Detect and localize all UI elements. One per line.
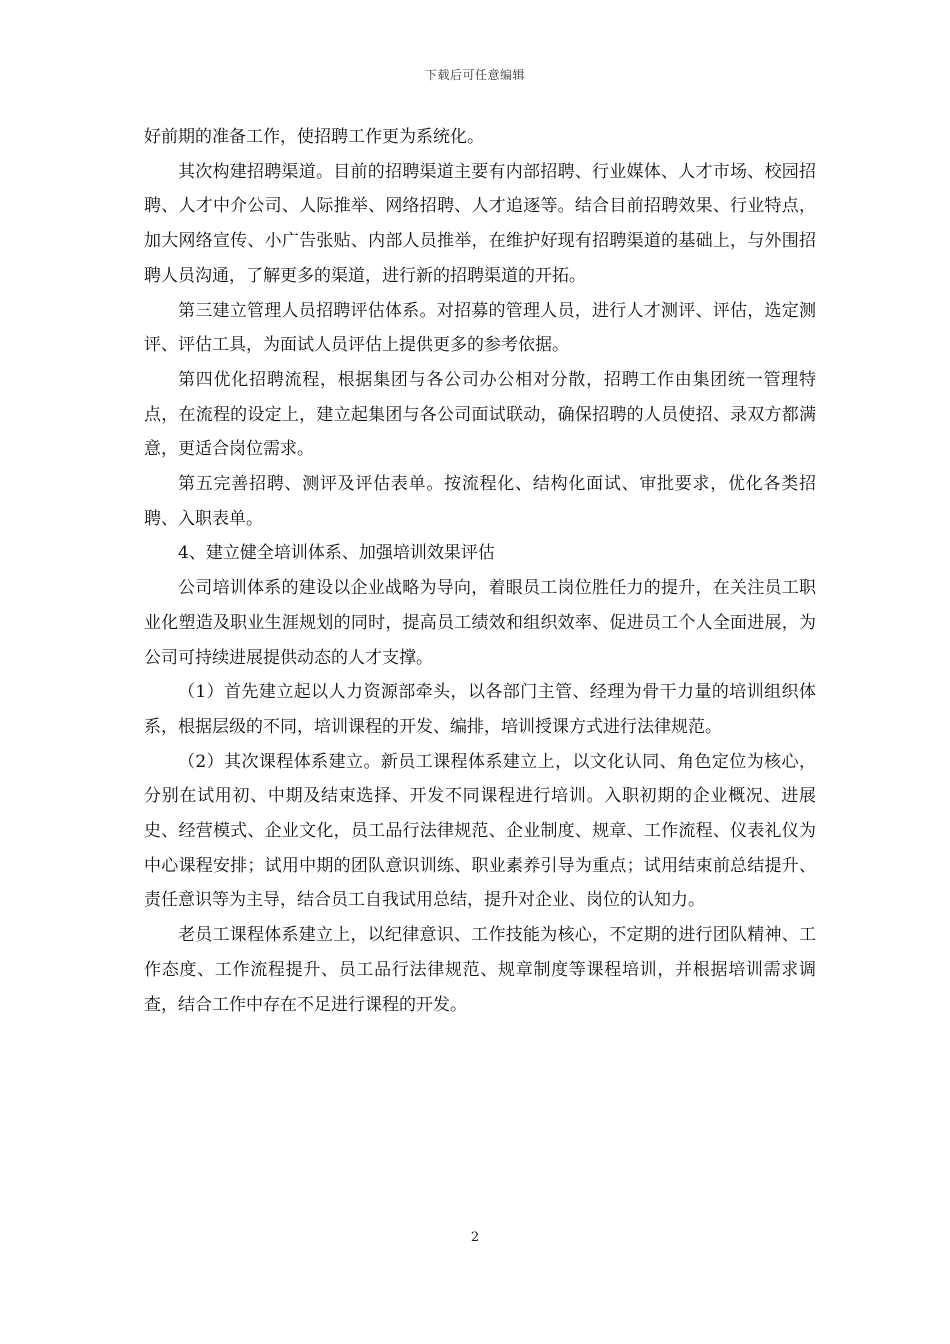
paragraph: 第四优化招聘流程，根据集团与各公司办公相对分散，招聘工作由集团统一管理特点，在流程的设定上，建立起集团与各公司面试联动，确保招聘的人员使招、录双方都满意，更适合岗位需求。 (144, 369, 816, 460)
document-body (144, 120, 816, 1022)
paragraph: （1）首先建立起以人力资源部牵头，以各部门主管、经理为骨干力量的培训组织体系，根据层级的不同，培训课程的开发、编排，培训授课方式进行法律规范。 (144, 682, 816, 737)
download-note: 下载后可任意编辑 (424, 68, 525, 82)
section-heading: 4、建立健全培训体系、加强培训效果评估 (178, 543, 495, 564)
paragraph: 第五完善招聘、测评及评估表单。按流程化、结构化面试、审批要求，优化各类招聘、入职表单。 (144, 474, 816, 529)
paragraph: 好前期的准备工作，使招聘工作更为系统化。 (144, 127, 484, 147)
page-number: 2 (470, 1230, 480, 1245)
paragraph: （2）其次课程体系建立。新员工课程体系建立上，以文化认同、角色定位为核心，分别在试用初、中期及结束选择、开发不同课程进行培训。入职初期的企业概况、进展史、经营模式、企业文化，员工品行法律规范、企业制度、规章、工作流程、仪表礼仪为中心课程安排；试用中期的团队意识训练、职业素养引导为重点；试用结束前总结提升、责任意识等为主导，结合员工自我试用总结，提升对企业、岗位的认知力。 (144, 751, 816, 911)
paragraph: 第三建立管理人员招聘评估体系。对招募的管理人员，进行人才测评、评估，选定测评、评估工具，为面试人员评估上提供更多的参考依据。 (144, 300, 816, 356)
paragraph: 老员工课程体系建立上，以纪律意识、工作技能为核心，不定期的进行团队精神、工作态度、工作流程提升、员工品行法律规范、规章制度等课程培训，并根据培训需求调查，结合工作中存在不足进行课程的开发。 (144, 925, 816, 1015)
paragraph: 其次构建招聘渠道。目前的招聘渠道主要有内部招聘、行业媒体、人才市场、校园招聘、人才中介公司、人际推举、网络招聘、人才追逐等。结合目前招聘效果、行业特点，加大网络宣传、小广告张贴、内部人员推举，在维护好现有招聘渠道的基础上，与外围招聘人员沟通，了解更多的渠道，进行新的招聘渠道的开拓。 (144, 161, 816, 286)
paragraph: 公司培训体系的建设以企业战略为导向，着眼员工岗位胜任力的提升，在关注员工职业化塑造及职业生涯规划的同时，提高员工绩效和组织效率、促进员工个人全面进展，为公司可持续进展提供动态的人才支撑。 (144, 578, 816, 668)
